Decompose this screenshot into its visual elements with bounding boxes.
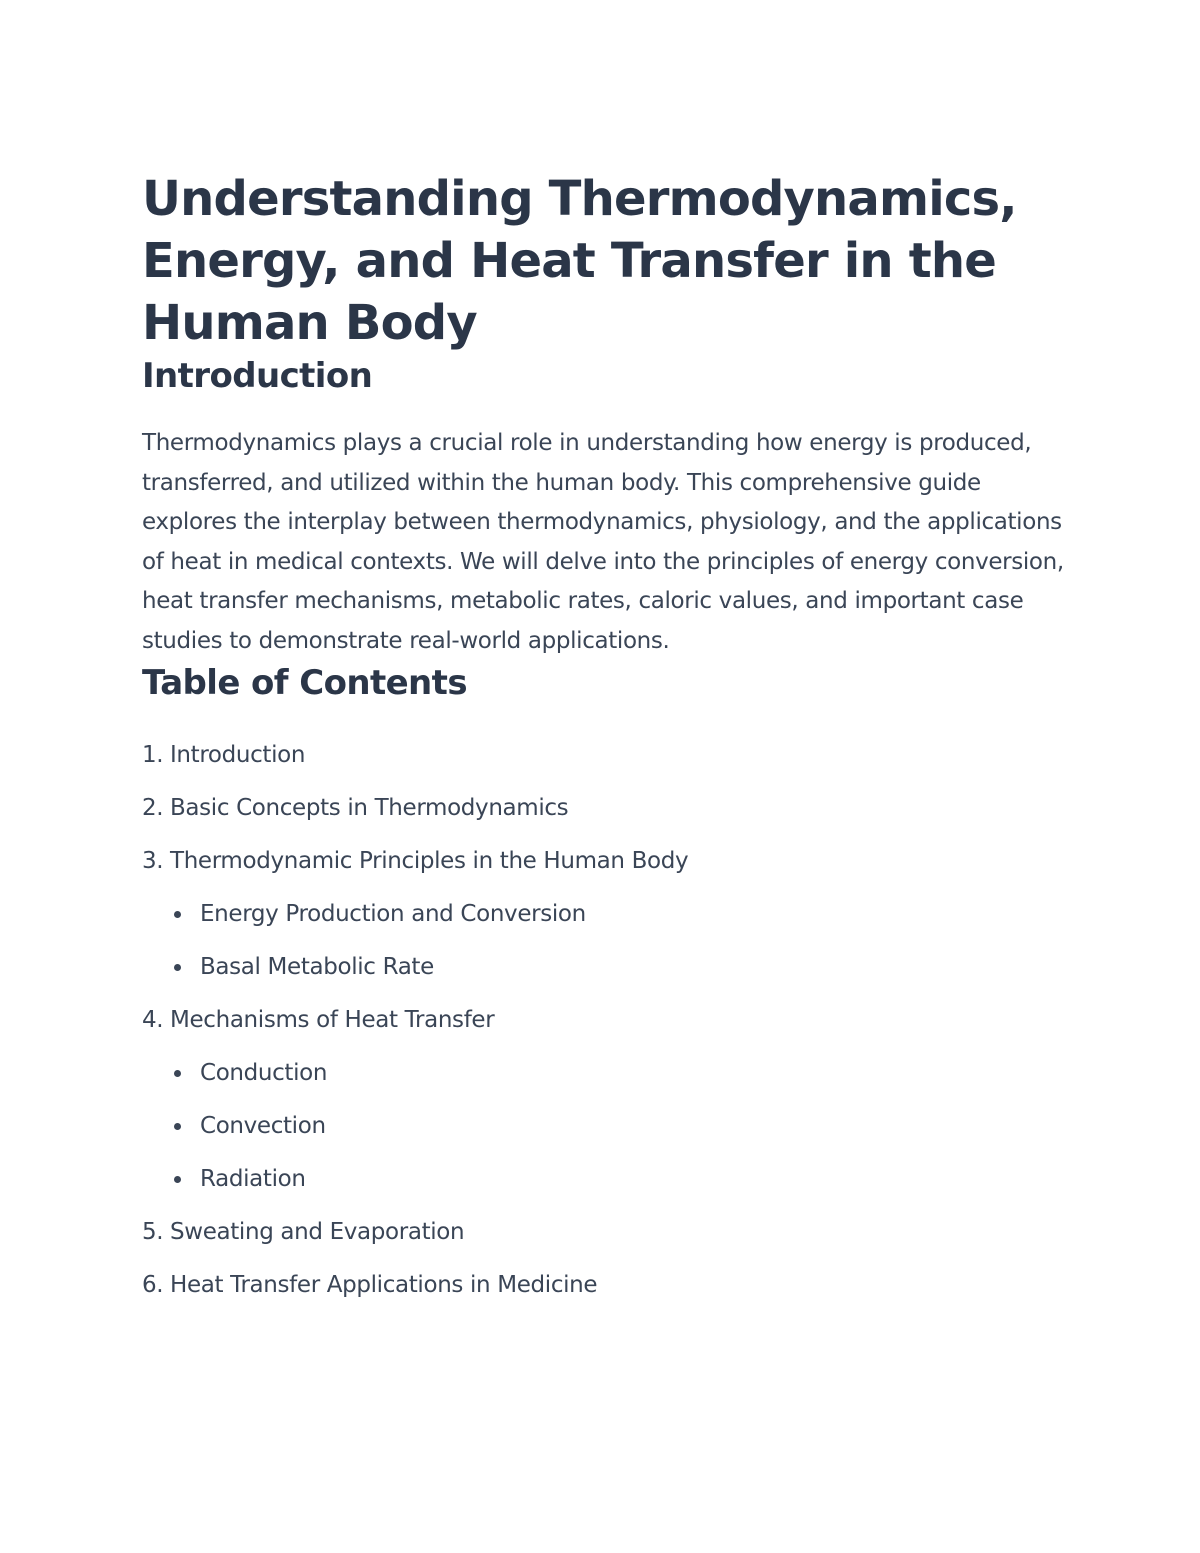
toc-item-label: Basic Concepts in Thermodynamics	[170, 795, 569, 821]
toc-item-number: 4.	[142, 1007, 164, 1033]
toc-item-label: Introduction	[170, 742, 306, 768]
toc-item-number: 3.	[142, 848, 164, 874]
toc-item-medicine-applications	[142, 1259, 1072, 1312]
introduction-heading: Introduction	[142, 356, 373, 396]
document-page	[142, 168, 1072, 1312]
toc-subitem-label: Conduction	[200, 1060, 328, 1086]
bullet-icon	[174, 1123, 181, 1130]
toc-item-sweating	[142, 1206, 1072, 1259]
toc-subitem-label: Basal Metabolic Rate	[200, 954, 434, 980]
bullet-icon	[174, 964, 181, 971]
toc-subitem-label: Convection	[200, 1113, 326, 1139]
toc-subitem-label: Radiation	[200, 1166, 306, 1192]
toc-item-label: Heat Transfer Applications in Medicine	[170, 1272, 598, 1298]
bullet-icon	[174, 1070, 181, 1077]
toc-list	[142, 729, 1072, 1312]
toc-subitem-basal-metabolic-rate	[142, 941, 1072, 994]
toc-item-number: 5.	[142, 1219, 164, 1245]
toc-item-label: Mechanisms of Heat Transfer	[170, 1007, 495, 1033]
toc-item-label: Thermodynamic Principles in the Human Body	[170, 848, 689, 874]
toc-item-number: 2.	[142, 795, 164, 821]
toc-subitem-energy-production	[142, 888, 1072, 941]
toc-item-label: Sweating and Evaporation	[170, 1219, 465, 1245]
toc-item-number: 6.	[142, 1272, 164, 1298]
toc-item-basic-concepts	[142, 782, 1072, 835]
toc-subitem-convection	[142, 1100, 1072, 1153]
toc-item-thermodynamic-principles	[142, 835, 1072, 888]
toc-heading: Table of Contents	[142, 663, 467, 703]
toc-subitem-conduction	[142, 1047, 1072, 1100]
toc-item-number: 1.	[142, 742, 164, 768]
toc-item-heat-transfer-mechanisms	[142, 994, 1072, 1047]
introduction-paragraph: Thermodynamics plays a crucial role in understanding how energy is produced, transferred, and utilized within the human body. This comprehensive guide explores the interplay between thermodynamics, physiology, and the applications of heat in medical contexts. We will delve into the principles of energy conversion, heat transfer mechanisms, metabolic rates, caloric values, and important case studies to demonstrate real-world applications.	[142, 430, 1064, 654]
bullet-icon	[174, 1176, 181, 1183]
toc-subitem-radiation	[142, 1153, 1072, 1206]
toc-item-introduction	[142, 729, 1072, 782]
bullet-icon	[174, 911, 181, 918]
toc-subitem-label: Energy Production and Conversion	[200, 901, 586, 927]
page-title: Understanding Thermodynamics, Energy, and Heat Transfer in the Human Body	[142, 171, 1017, 351]
